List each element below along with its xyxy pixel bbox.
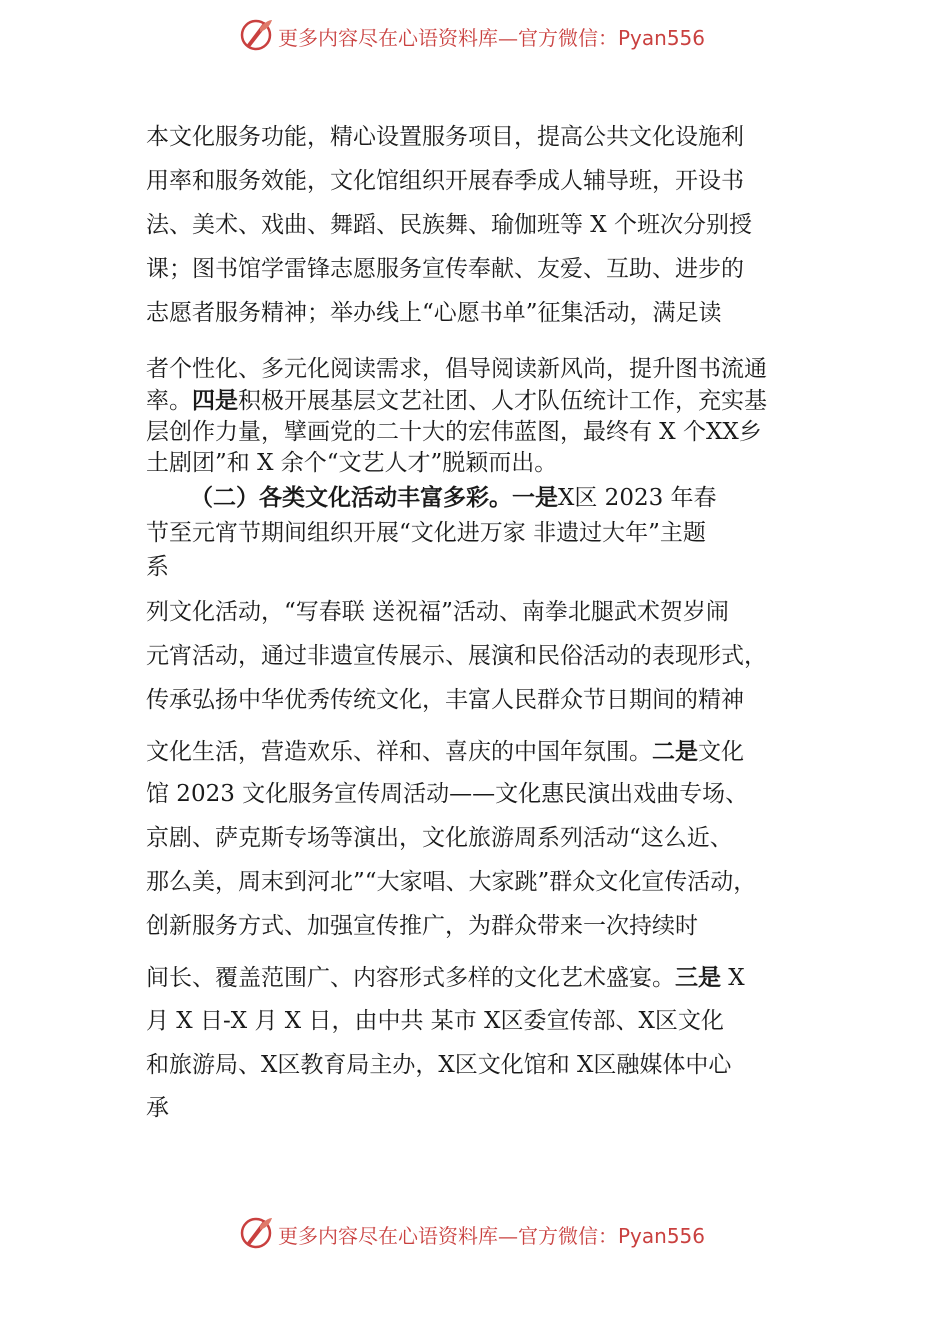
quill-logo-icon [238, 16, 274, 52]
section-heading: （二）各类文化活动丰富多彩。 [190, 485, 512, 511]
bold-marker: 二是 [652, 739, 698, 765]
body-line: 文化生活，营造欢乐、祥和、喜庆的中国年氛围。二是文化 [146, 739, 744, 765]
watermark-site-text: 更多内容尽在心语资料库 [278, 1224, 498, 1248]
section-heading-line: （二）各类文化活动丰富多彩。一是X区 2023 年春 [190, 485, 717, 511]
body-line: 法、美术、戏曲、舞蹈、民族舞、瑜伽班等 X 个班次分别授 [146, 212, 752, 238]
body-line: 创新服务方式、加强宣传推广，为群众带来一次持续时 [146, 913, 698, 939]
body-line: 那么美，周末到河北”“大家唱、大家跳”群众文化宣传活动， [146, 869, 757, 895]
watermark-dash: — [498, 1224, 518, 1248]
body-line: 承 [146, 1095, 169, 1121]
bold-marker: 四是 [192, 388, 238, 414]
body-line: 层创作力量，擘画党的二十大的宏伟蓝图，最终有 X 个XX乡 [146, 419, 762, 445]
watermark-dash: — [498, 26, 518, 50]
watermark-text [278, 22, 705, 51]
body-line: 传承弘扬中华优秀传统文化，丰富人民群众节日期间的精神 [146, 687, 744, 713]
body-line: 率。四是积极开展基层文艺社团、人才队伍统计工作，充实基 [146, 388, 767, 414]
body-line: 元宵活动，通过非遗宣传展示、展演和民俗活动的表现形式， [146, 643, 767, 669]
body-line: 者个性化、多元化阅读需求，倡导阅读新风尚，提升图书流通 [146, 356, 767, 382]
bold-marker: 三是 [675, 965, 721, 991]
body-line: 课；图书馆学雷锋志愿服务宣传奉献、友爱、互助、进步的 [146, 256, 744, 282]
watermark-wechat-label: 官方微信： [518, 26, 618, 50]
watermark-banner-top [0, 14, 950, 54]
body-line: 用率和服务效能，文化馆组织开展春季成人辅导班，开设书 [146, 168, 744, 194]
body-line: 馆 2023 文化服务宣传周活动——文化惠民演出戏曲专场、 [146, 781, 749, 807]
bold-marker: 一是 [512, 485, 558, 511]
body-line: 间长、覆盖范围广、内容形式多样的文化艺术盛宴。三是 X [146, 965, 745, 991]
body-line: 本文化服务功能，精心设置服务项目，提高公共文化设施利 [146, 124, 744, 150]
watermark-site-text: 更多内容尽在心语资料库 [278, 26, 498, 50]
watermark-banner-bottom [0, 1212, 950, 1252]
body-line: 和旅游局、X区教育局主办，X区文化馆和 X区融媒体中心 [146, 1052, 732, 1078]
quill-logo-icon [238, 1214, 274, 1250]
watermark-text [278, 1220, 705, 1249]
body-line: 节至元宵节期间组织开展“文化进万家 非遗过大年”主题 [146, 520, 706, 546]
watermark-wechat-id: Pyan556 [618, 1224, 706, 1248]
body-line: 志愿者服务精神；举办线上“心愿书单”征集活动，满足读 [146, 300, 722, 326]
body-line: 京剧、萨克斯专场等演出，文化旅游周系列活动“这么近、 [146, 825, 733, 851]
watermark-wechat-label: 官方微信： [518, 1224, 618, 1248]
body-line: 系 [146, 554, 169, 580]
body-line: 月 X 日-X 月 X 日，由中共 某市 X区委宣传部、X区文化 [146, 1008, 724, 1034]
body-line: 列文化活动，“写春联 送祝福”活动、南拳北腿武术贺岁闹 [146, 599, 729, 625]
body-line: 土剧团”和 X 余个“文艺人才”脱颖而出。 [146, 450, 558, 476]
watermark-wechat-id: Pyan556 [618, 26, 706, 50]
